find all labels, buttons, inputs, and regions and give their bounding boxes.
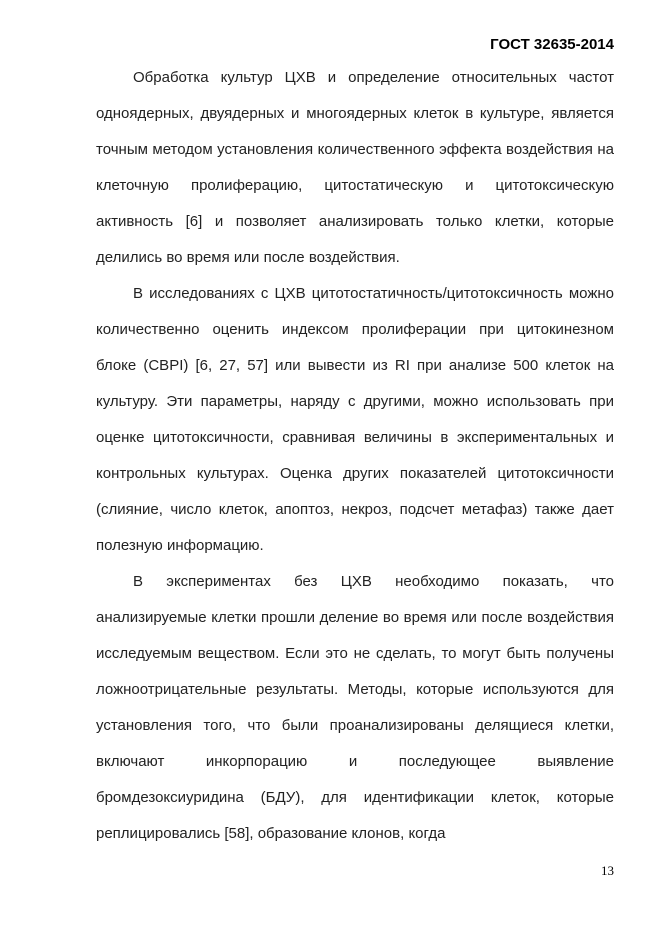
- paragraph-3: В экспериментах без ЦХВ необходимо показать, что анализируемые клетки прошли деление во время или после воздействия исследуемым веществом. Если это не сделать, то могут быть получены ложноотрицательные результаты. Методы, которые используются для установления того, что были проанализированы делящиеся клетки, включают инкорпорацию и последующее выявление бромдезоксиуридина (БДУ), для идентификации клеток, которые реплицировались [58], образование клонов, когда: [96, 573, 614, 842]
- standard-code-header: ГОСТ 32635-2014: [490, 36, 614, 53]
- body-text: [96, 60, 614, 852]
- page-number: 13: [601, 863, 614, 878]
- paragraph-1: Обработка культур ЦХВ и определение относительных частот одноядерных, двуядерных и многоядерных клеток в культуре, является точным методом установления количественного эффекта воздействия на клеточную пролиферацию, цитостатическую и цитотоксическую активность [6] и позволяет анализировать только клетки, которые делились во время или после воздействия.: [96, 69, 614, 266]
- paragraph-2: В исследованиях с ЦХВ цитотостатичность/цитотоксичность можно количественно оценить индексом пролиферации при цитокинезном блоке (CBPI) [6, 27, 57] или вывести из RI при анализе 500 клеток на культуру. Эти параметры, наряду с другими, можно использовать при оценке цитотоксичности, сравнивая величины в экспериментальных и контрольных культурах. Оценка других показателей цитотоксичности (слияние, число клеток, апоптоз, некроз, подсчет метафаз) также дает полезную информацию.: [96, 285, 614, 554]
